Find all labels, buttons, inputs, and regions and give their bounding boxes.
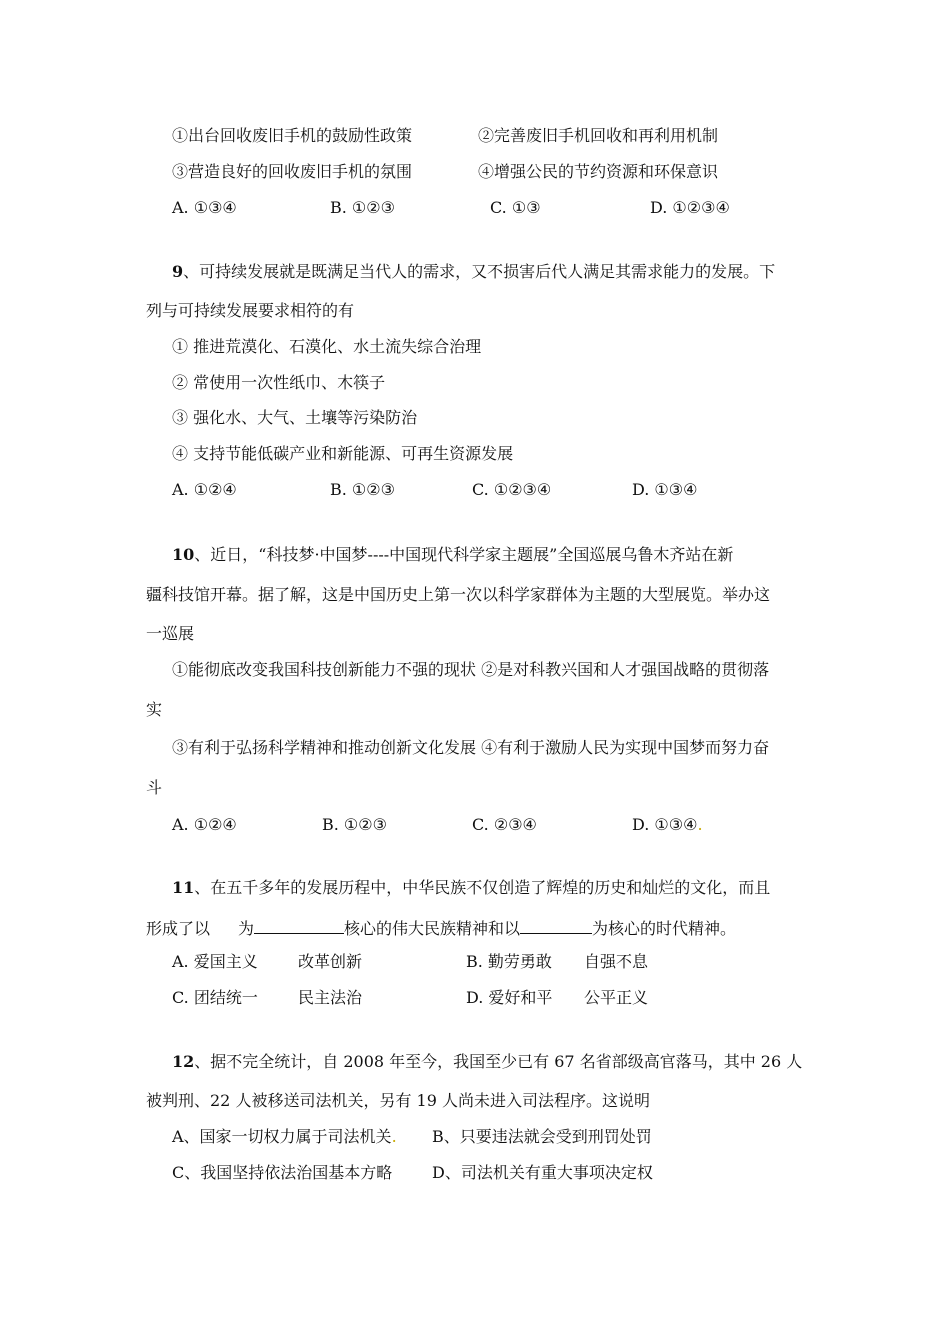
q10-statement-line-1: ①能彻底改变我国科技创新能力不强的现状 ②是对科教兴国和人才强国战略的贯彻落 xyxy=(172,660,770,679)
q9-statement-4: ④ 支持节能低碳产业和新能源、可再生资源发展 xyxy=(172,444,514,463)
q10-statement-line-2-cont: 斗 xyxy=(146,778,163,797)
q11-option-b-second: 自强不息 xyxy=(584,952,649,971)
q12-option-a: A、国家一切权力属于司法机关 xyxy=(172,1127,392,1146)
q11-option-c-second: 民主法治 xyxy=(298,988,363,1007)
q10-option-a: A. ①②④ xyxy=(172,815,237,834)
q11-stem-line-1 xyxy=(172,878,770,898)
q12-option-a-mark: . xyxy=(391,1127,397,1146)
q10-statement-line-1-cont: 实 xyxy=(146,700,163,719)
q11-stem-line-2 xyxy=(146,917,736,937)
q8-statement-1: ①出台回收废旧手机的鼓励性政策 xyxy=(172,126,413,145)
q8-statement-2: ②完善废旧手机回收和再利用机制 xyxy=(478,126,719,145)
q12-option-b: B、只要违法就会受到刑罚处罚 xyxy=(432,1127,652,1146)
q10-stem-line-1 xyxy=(172,545,733,565)
q11-blank-1 xyxy=(254,917,344,934)
q9-stem-line-2: 列与可持续发展要求相符的有 xyxy=(146,301,355,320)
q11-number: 11 xyxy=(172,878,195,897)
q10-statement-line-2: ③有利于弘扬科学精神和推动创新文化发展 ④有利于激励人民为实现中国梦而努力奋 xyxy=(172,738,770,757)
q9-option-b: B. ①②③ xyxy=(330,480,395,499)
q12-option-c: C、我国坚持依法治国基本方略 xyxy=(172,1163,393,1182)
q11-option-c: C. 团结统一 xyxy=(172,988,258,1007)
q11-option-b: B. 勤劳勇敢 xyxy=(466,952,552,971)
q10-stem-line-3: 一巡展 xyxy=(146,624,195,643)
q10-stem-text-1: 、近日，“科技梦·中国梦----中国现代科学家主题展”全国巡展乌鲁木齐站在新 xyxy=(194,545,734,564)
q11-option-d: D. 爱好和平 xyxy=(466,988,553,1007)
q11-stem-text-1: 、在五千多年的发展历程中，中华民族不仅创造了辉煌的历史和灿烂的文化，而且 xyxy=(194,878,771,897)
q9-option-a: A. ①②④ xyxy=(172,480,237,499)
q10-option-d: D. ①③④ xyxy=(632,815,698,834)
q12-option-a-wrap xyxy=(172,1127,397,1147)
q11-stem-text-2a: 形成了以 xyxy=(146,919,211,938)
q8-option-b: B. ①②③ xyxy=(330,198,395,217)
q12-option-d: D、司法机关有重大事项决定权 xyxy=(432,1163,653,1182)
q8-statement-3: ③营造良好的回收废旧手机的氛围 xyxy=(172,162,413,181)
q9-stem-text-1: 、可持续发展就是既满足当代人的需求，又不损害后代人满足其需求能力的发展。下 xyxy=(183,262,776,281)
q11-blank-2 xyxy=(520,917,592,934)
q8-statement-4: ④增强公民的节约资源和环保意识 xyxy=(478,162,719,181)
q10-option-d-mark: . xyxy=(697,815,703,834)
q10-stem-line-2: 疆科技馆开幕。据了解，这是中国历史上第一次以科学家群体为主题的大型展览。举办这 xyxy=(146,585,771,604)
q11-stem-text-2c: 核心的伟大民族精神和以 xyxy=(344,919,521,938)
q10-option-b: B. ①②③ xyxy=(322,815,387,834)
q12-number: 12 xyxy=(172,1052,195,1071)
q11-option-d-second: 公平正义 xyxy=(584,988,649,1007)
q9-option-c: C. ①②③④ xyxy=(472,480,552,499)
q9-statement-3: ③ 强化水、大气、土壤等污染防治 xyxy=(172,408,418,427)
q9-option-d: D. ①③④ xyxy=(632,480,698,499)
q10-option-c: C. ②③④ xyxy=(472,815,537,834)
q8-option-a: A. ①③④ xyxy=(172,198,237,217)
q11-stem-text-2d: 为核心的时代精神。 xyxy=(592,919,737,938)
q9-statement-2: ② 常使用一次性纸巾、木筷子 xyxy=(172,373,386,392)
q9-number: 9 xyxy=(172,262,184,281)
q9-stem-line-1 xyxy=(172,262,775,282)
q12-stem-text-1: 、据不完全统计，自 2008 年至今，我国至少已有 67 名省部级高官落马，其中 26 人 xyxy=(194,1052,803,1071)
q11-stem-text-2b: 为 xyxy=(238,919,255,938)
q12-stem-line-2: 被判刑、22 人被移送司法机关，另有 19 人尚未进入司法程序。这说明 xyxy=(146,1091,650,1110)
q9-statement-1: ① 推进荒漠化、石漠化、水土流失综合治理 xyxy=(172,337,482,356)
q11-option-a: A. 爱国主义 xyxy=(172,952,258,971)
q8-option-c: C. ①③ xyxy=(490,198,541,217)
q11-option-a-second: 改革创新 xyxy=(298,952,363,971)
q12-stem-line-1 xyxy=(172,1052,802,1072)
q8-option-d: D. ①②③④ xyxy=(650,198,730,217)
q10-option-d-wrap xyxy=(632,815,703,835)
q10-number: 10 xyxy=(172,545,195,564)
